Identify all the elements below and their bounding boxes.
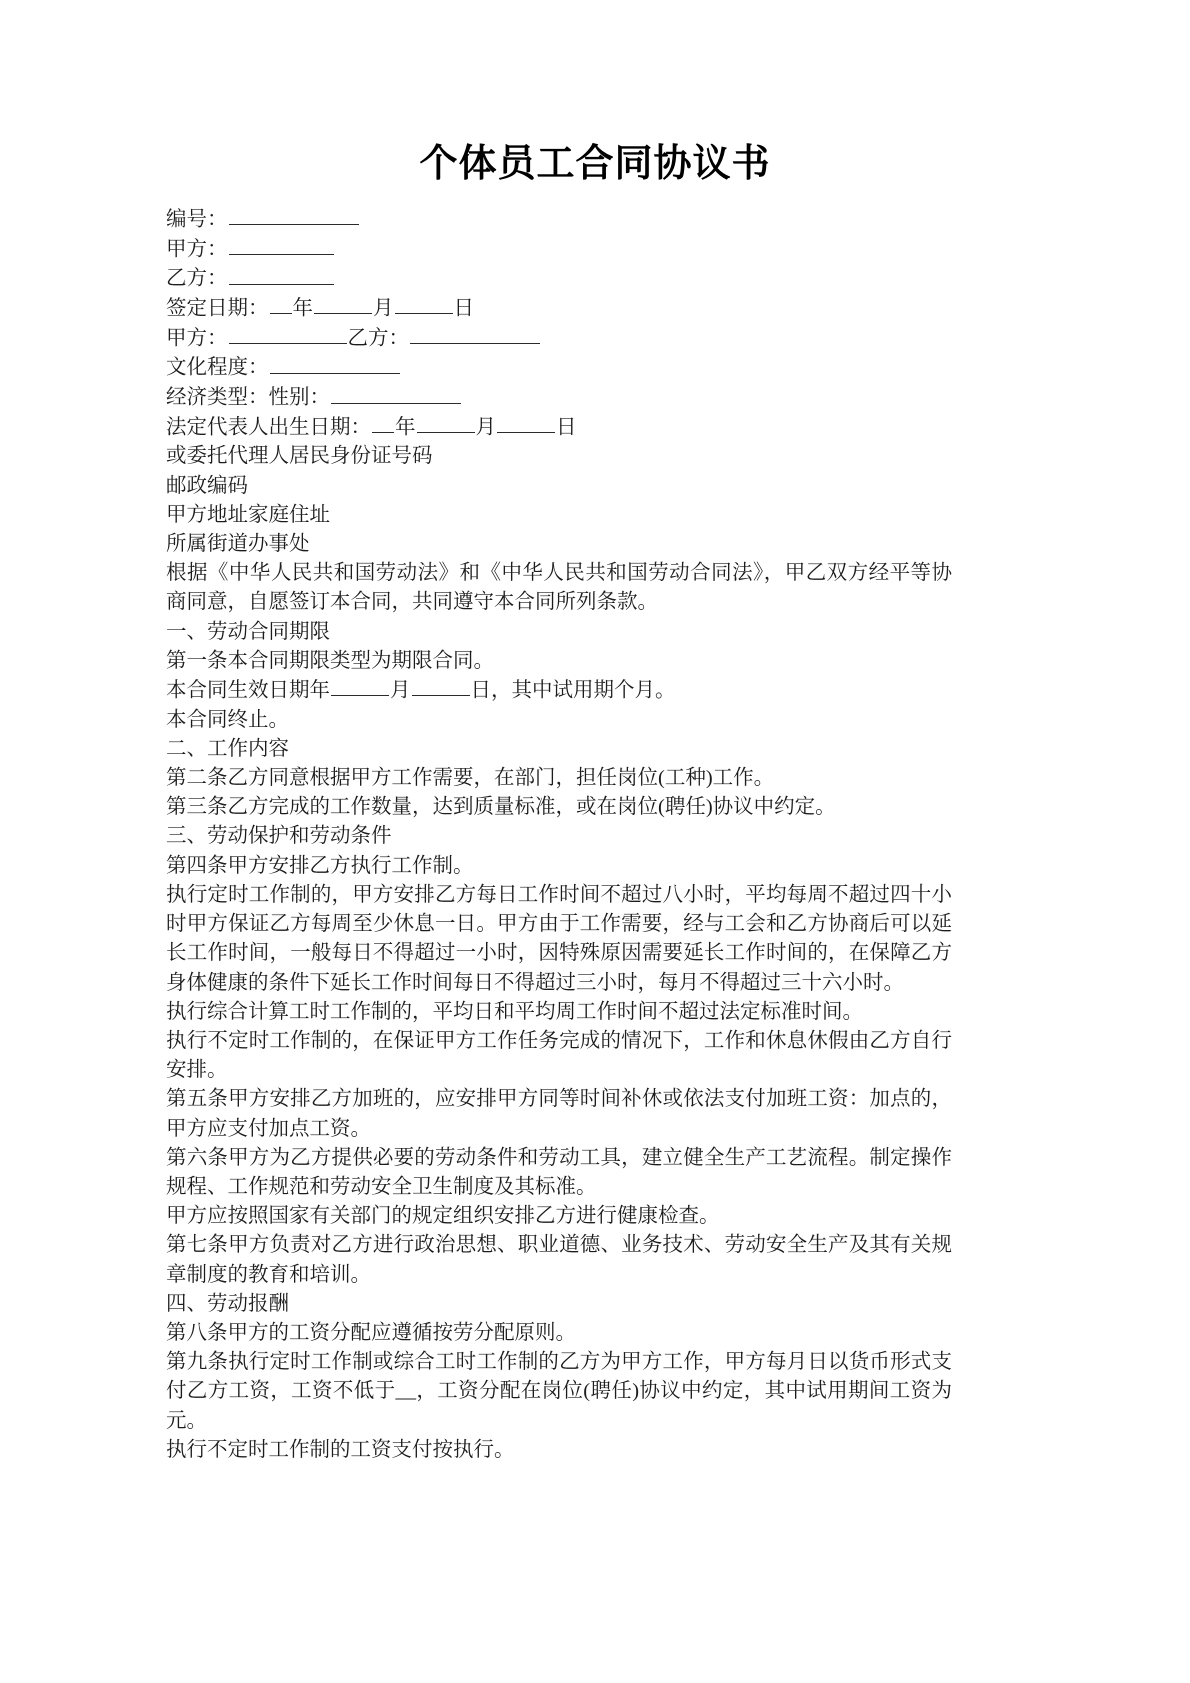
section-1-paragraph-2: [166, 676, 952, 706]
birth-day-unit-label: 日: [556, 416, 577, 439]
field-sign-date: [166, 294, 952, 324]
field-serial-number-label: 编号：: [166, 208, 228, 231]
section-4-paragraph-2: 第九条执行定时工作制或综合工时工作制的乙方为甲方工作，甲方每月日以货币形式支付乙方工资，工资不低于__，工资分配在岗位(聘任)协议中约定，其中试用期间工资为元。: [166, 1351, 952, 1432]
field-birth-day-blank[interactable]: [497, 413, 555, 433]
field-economy-type-gender: [166, 383, 952, 413]
effective-month-blank[interactable]: [331, 676, 389, 696]
field-gender-blank[interactable]: [331, 383, 461, 403]
field-party-a-blank[interactable]: [229, 235, 334, 255]
field-party-b: [166, 264, 952, 294]
day-unit-label: 日: [453, 297, 474, 320]
field-sign-date-month-blank[interactable]: [314, 294, 372, 314]
year-unit-label: 年: [292, 297, 313, 320]
field-party-a-b-pair: [166, 324, 952, 354]
section-1-paragraph-1: 第一条本合同期限类型为期限合同。: [166, 649, 494, 672]
field-serial-number: [166, 205, 952, 235]
field-party-b-label: 乙方：: [166, 267, 228, 290]
document-body: [166, 205, 952, 1465]
effective-date-suffix: 日，其中试用期个月。: [470, 679, 676, 702]
field-postcode: 邮政编码: [166, 474, 248, 497]
effective-day-blank[interactable]: [412, 676, 470, 696]
field-gender-label: 性别：: [268, 386, 330, 409]
field-party-a-label: 甲方：: [166, 238, 228, 261]
section-4-paragraph-3: 执行不定时工作制的工资支付按执行。: [166, 1438, 515, 1461]
section-4-paragraph-1: 第八条甲方的工资分配应遵循按劳分配原则。: [166, 1321, 576, 1344]
field-sign-date-day-blank[interactable]: [395, 294, 453, 314]
field-party-a-2-label: 甲方：: [166, 327, 228, 350]
birth-year-unit-label: 年: [395, 416, 416, 439]
field-birth-month-blank[interactable]: [417, 413, 475, 433]
section-3-paragraph-1: 第四条甲方安排乙方执行工作制。: [166, 854, 474, 877]
section-3-paragraph-8: 第七条甲方负责对乙方进行政治思想、职业道德、业务技术、劳动安全生产及其有关规章制度的教育和培训。: [166, 1234, 952, 1286]
field-agent-id-number: 或委托代理人居民身份证号码: [166, 445, 433, 468]
birth-month-unit-label: 月: [475, 416, 496, 439]
field-serial-number-blank[interactable]: [229, 205, 359, 225]
preamble-paragraph: 根据《中华人民共和国劳动法》和《中华人民共和国劳动合同法》，甲乙双方经平等协商同意，自愿签订本合同，共同遵守本合同所列条款。: [166, 562, 952, 614]
section-heading-3: 三、劳动保护和劳动条件: [166, 825, 392, 848]
section-2-paragraph-1: 第二条乙方同意根据甲方工作需要，在部门，担任岗位(工种)工作。: [166, 767, 775, 790]
field-street-office: 所属街道办事处: [166, 532, 310, 555]
field-birth-year-blank[interactable]: [372, 413, 394, 433]
field-legal-rep-birth-date-label: 法定代表人出生日期：: [166, 416, 371, 439]
page-title: 个体员工合同协议书: [419, 141, 771, 185]
field-address: 甲方地址家庭住址: [166, 503, 330, 526]
section-heading-2: 二、工作内容: [166, 737, 289, 760]
section-3-paragraph-7: 甲方应按照国家有关部门的规定组织安排乙方进行健康检查。: [166, 1205, 720, 1228]
month-unit-label: 月: [373, 297, 394, 320]
field-education-level-blank[interactable]: [270, 353, 400, 373]
section-3-paragraph-4: 执行不定时工作制的，在保证甲方工作任务完成的情况下，工作和休息休假由乙方自行安排。: [166, 1029, 952, 1082]
section-3-paragraph-6: 第六条甲方为乙方提供必要的劳动条件和劳动工具，建立健全生产工艺流程。制定操作规程、工作规范和劳动安全卫生制度及其标准。: [166, 1146, 952, 1198]
field-party-b-2-blank[interactable]: [410, 324, 540, 344]
field-party-a-2-blank[interactable]: [229, 324, 347, 344]
field-economy-type-label: 经济类型：: [166, 386, 269, 409]
section-heading-4: 四、劳动报酬: [166, 1292, 289, 1315]
section-2-paragraph-2: 第三条乙方完成的工作数量，达到质量标准，或在岗位(聘任)协议中约定。: [166, 796, 836, 819]
effective-date-prefix: 本合同生效日期年: [166, 679, 330, 702]
field-education-level-label: 文化程度：: [166, 356, 269, 379]
field-party-b-2-label: 乙方：: [347, 327, 409, 350]
field-sign-date-label: 签定日期：: [166, 297, 269, 320]
field-party-b-blank[interactable]: [229, 264, 334, 284]
field-education-level: [166, 353, 952, 383]
effective-month-unit: 月: [390, 679, 411, 702]
field-party-a: [166, 235, 952, 265]
field-legal-rep-birth-date: [166, 413, 952, 443]
section-3-paragraph-5: 第五条甲方安排乙方加班的，应安排甲方同等时间补休或依法支付加班工资：加点的，甲方应支付加点工资。: [166, 1088, 952, 1140]
section-3-paragraph-3: 执行综合计算工时工作制的，平均日和平均周工作时间不超过法定标准时间。: [166, 1000, 863, 1023]
section-heading-1: 一、劳动合同期限: [166, 620, 330, 643]
section-3-paragraph-2: 执行定时工作制的，甲方安排乙方每日工作时间不超过八小时，平均每周不超过四十小时甲方保证乙方每周至少休息一日。甲方由于工作需要，经与工会和乙方协商后可以延长工作时间，一般每日不得超过一小时，因特殊原因需要延长工作时间的，在保障乙方身体健康的条件下延长工作时间每日不得超过三小时，每月不得超过三十六小时。: [166, 883, 952, 994]
field-sign-date-year-blank[interactable]: [270, 294, 292, 314]
section-1-paragraph-3: 本合同终止。: [166, 708, 289, 731]
